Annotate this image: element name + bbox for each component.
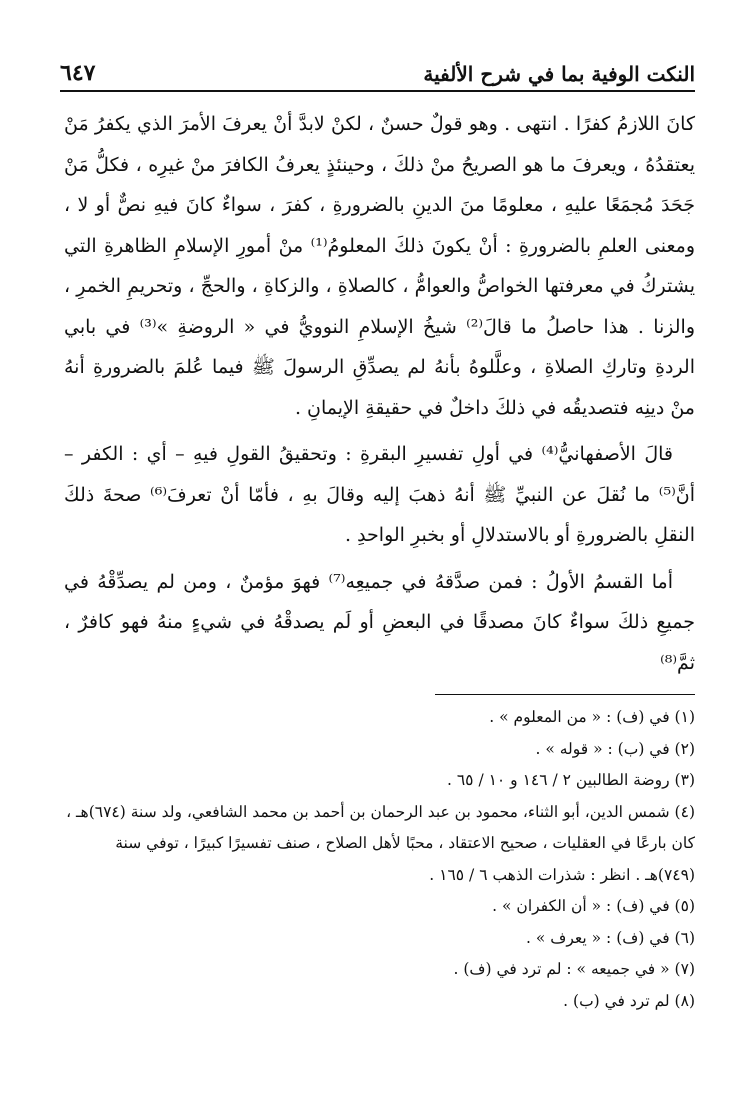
running-header [60, 40, 695, 92]
footnote-5: (٥) في (ف) : « أن الكفران » . [492, 897, 695, 915]
page-number: ٦٤٧ [60, 60, 96, 86]
footnote-8: (٨) لم ترد في (ب) . [563, 991, 695, 1010]
footnote-2: (٢) في (ب) : « قوله » . [535, 739, 695, 758]
footnote-4: (٤) شمس الدين، أبو الثناء، محمود بن عبد الرحمان بن أحمد بن محمد الشافعي، ولد سنة (٦٧٤)هـ ، كان بارعًا في العقليات ، صحيح الاعتقاد ، محبًا لأهل الصلاح ، صنف تفسيرًا كبيرًا ، توفي سنة (٧٤٩)هـ . انظر : شذرات الذهب ٦ / ١٦٥ . [66, 802, 695, 884]
book-title: النكت الوفية بما في شرح الألفية [423, 62, 695, 86]
paragraph-1: كانَ اللازمُ كفرًا . انتهى . وهو قولٌ حسنٌ ، لكنْ لابدَّ أنْ يعرفَ الأمرَ الذي يكفرُ مَنْ يعتقدُهُ ، ويعرفَ ما هو الصريحُ منْ ذلكَ ، وحينئذٍ يعرفُ الكافرَ منْ غيرِه ، فكلُّ مَنْ جَحَدَ مُجمَعًا عليهِ ، معلومًا منَ الدينِ بالضرورةِ ، كفرَ ، سواءٌ كانَ فيهِ نصٌّ أو لا ، ومعنى العلمِ بالضرورةِ : أنْ يكونَ ذلكَ المعلومُ⁽¹⁾ منْ أمورِ الإسلامِ الظاهرةِ التي يشتركُ في معرفتها الخواصُّ والعوامُّ ، كالصلاةِ ، والزكاةِ ، والحجِّ ، وتحريمِ الخمرِ ، والزنا . هذا حاصلُ ما قالَ⁽²⁾ شيخُ الإسلامِ النوويُّ في « الروضةِ »⁽³⁾ في بابي الردةِ وتاركِ الصلاةِ ، وعلَّلوهُ بأنهُ لم يصدِّقِ الرسولَ ﷺ فيما عُلمَ بالضرورةِ أنهُ منْ دينِه فتصديقُه في ذلكَ داخلٌ في حقيقةِ الإيمانِ . [64, 113, 696, 419]
main-text [64, 104, 695, 683]
paragraph-3: أما القسمُ الأولُ : فمن صدَّقهُ في جميعِه⁽⁷⁾ فهوَ مؤمنٌ ، ومن لم يصدِّقْهُ في جميعِ ذلكَ سواءٌ كانَ مصدقًا في البعضِ أو لَم يصدقْهُ في شيءٍ منهُ فهو كافرٌ ، ثمَّ⁽⁸⁾ [64, 570, 695, 674]
paragraph-2: قالَ الأصفهانيُّ⁽⁴⁾ في أولِ تفسيرِ البقرةِ : وتحقيقُ القولِ فيهِ – أي : الكفر – أنَّ⁽⁵⁾ ما نُقلَ عن النبيِّ ﷺ أنهُ ذهبَ إليه وقالَ بهِ ، فأمّا أنْ تعرفَ⁽⁶⁾ صحةَ ذلكَ النقلِ بالضرورةِ أو بالاستدلالِ أو بخبرِ الواحدِ . [64, 443, 696, 546]
footnote-1: (١) في (ف) : « من المعلوم » . [489, 708, 695, 726]
footnote-3: (٣) روضة الطالبين ٢ / ١٤٦ و ١٠ / ٦٥ . [447, 771, 695, 789]
footnotes [64, 702, 695, 1017]
footnote-7: (٧) « في جميعه » : لم ترد في (ف) . [453, 960, 695, 978]
footnote-divider [435, 694, 695, 695]
footnote-6: (٦) في (ف) : « يعرف » . [526, 928, 695, 947]
